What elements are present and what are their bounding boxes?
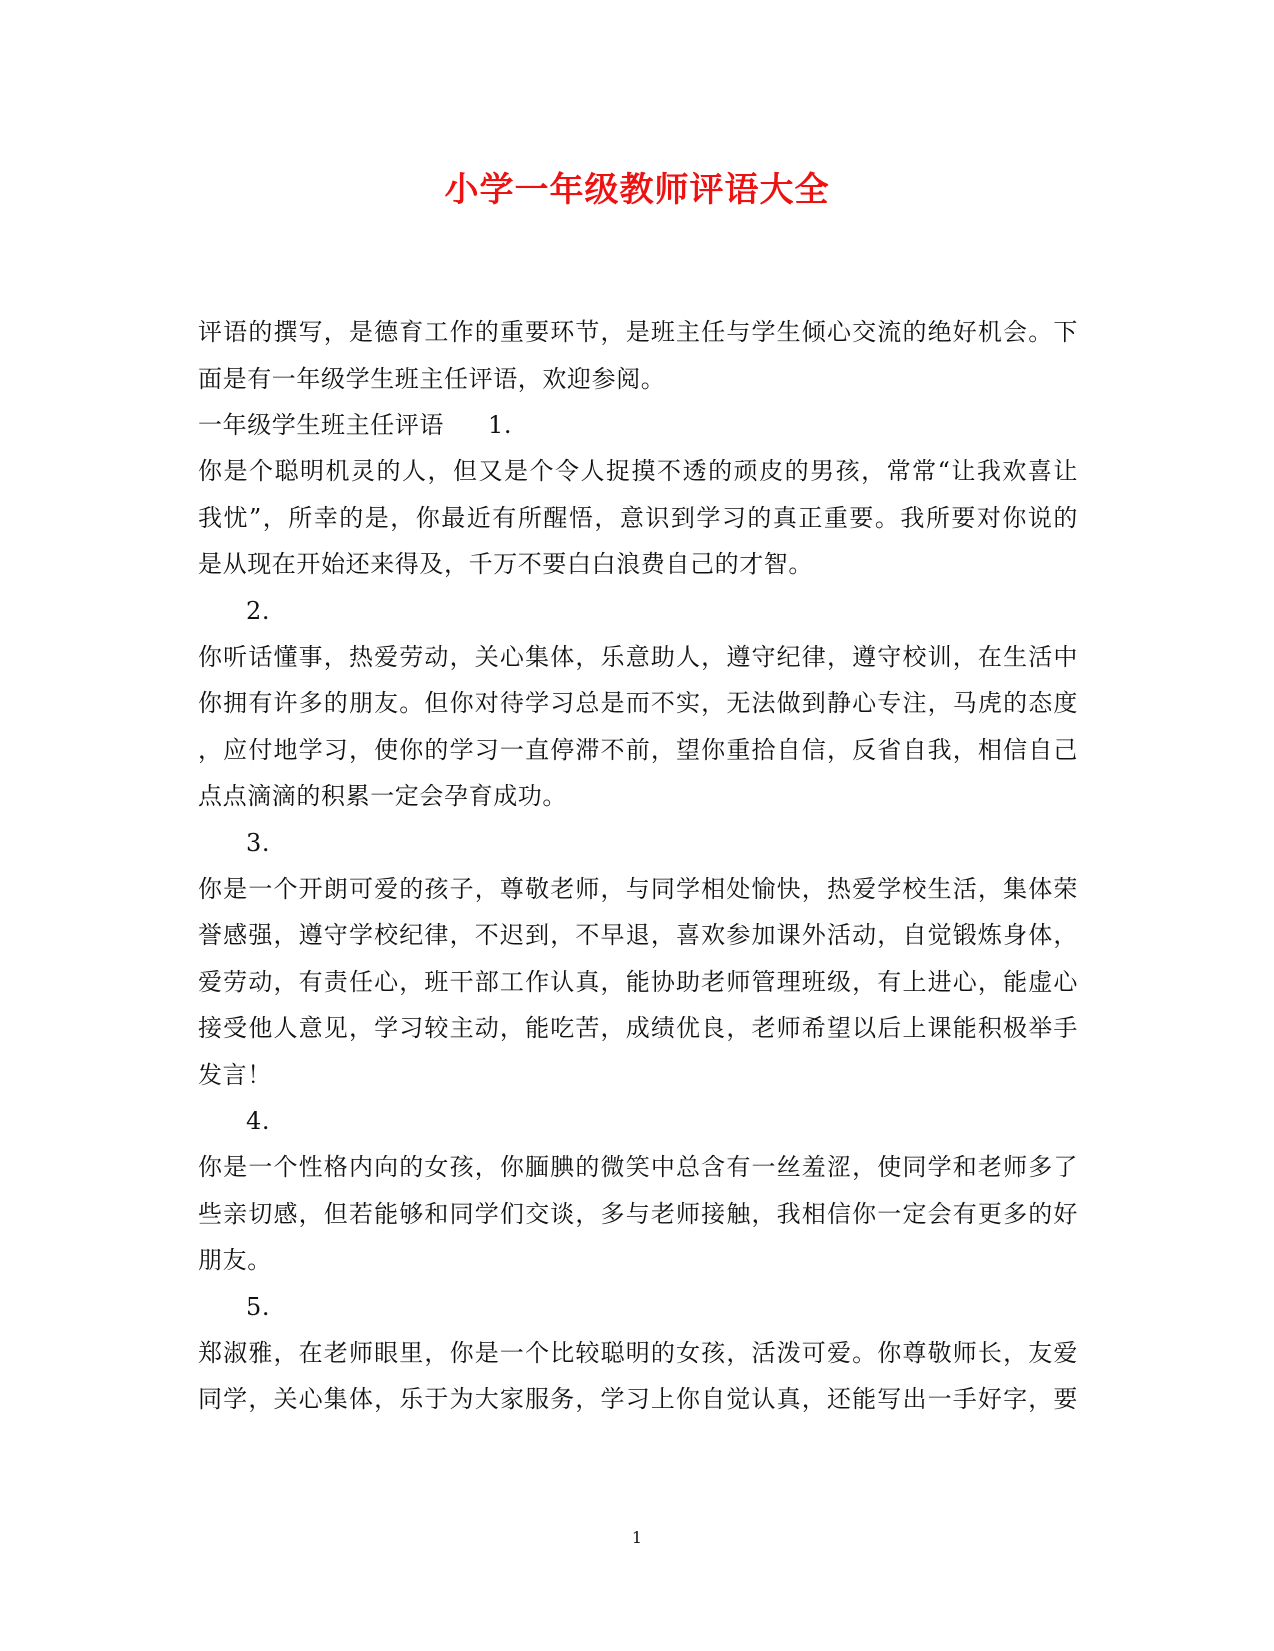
intro-line: 评语的撰写，是德育工作的重要环节，是班主任与学生倾心交流的绝好机会。下: [198, 318, 1078, 346]
comment-line: 你是一个性格内向的女孩，你腼腆的微笑中总含有一丝羞涩，使同学和老师多了: [198, 1153, 1078, 1181]
comment-line: 你是一个开朗可爱的孩子，尊敬老师，与同学相处愉快，热爱学校生活，集体荣: [198, 875, 1078, 903]
section-heading-number: 1.: [488, 411, 513, 439]
page-number: 1: [631, 1528, 643, 1547]
comment-line: 朋友。: [198, 1246, 272, 1274]
comment-line: 誉感强，遵守学校纪律，不迟到，不早退，喜欢参加课外活动，自觉锻炼身体，: [198, 921, 1078, 949]
comment-number: 4.: [246, 1107, 271, 1135]
comment-line: 点点滴滴的积累一定会孕育成功。: [198, 782, 567, 810]
comment-line: 发言！: [198, 1061, 272, 1089]
comment-line: 你听话懂事，热爱劳动，关心集体，乐意助人，遵守纪律，遵守校训，在生活中: [198, 643, 1078, 671]
comment-line: 郑淑雅，在老师眼里，你是一个比较聪明的女孩，活泼可爱。你尊敬师长，友爱: [198, 1339, 1078, 1367]
comment-line: 爱劳动，有责任心，班干部工作认真，能协助老师管理班级，有上进心，能虚心: [198, 968, 1078, 996]
section-heading-label: 一年级学生班主任评语: [198, 411, 444, 439]
comment-line: ，应付地学习，使你的学习一直停滞不前，望你重拾自信，反省自我，相信自己: [198, 736, 1078, 764]
section-heading: [198, 400, 1078, 450]
comment-line: 是从现在开始还来得及，千万不要白白浪费自己的才智。: [198, 550, 813, 578]
comment-number: 5.: [246, 1293, 271, 1321]
comment-line: 我忧”，所幸的是，你最近有所醒悟，意识到学习的真正重要。我所要对你说的: [198, 504, 1078, 532]
comment-line: 你是个聪明机灵的人，但又是个令人捉摸不透的顽皮的男孩，常常“让我欢喜让: [198, 457, 1078, 485]
comment-number: 2.: [246, 597, 271, 625]
document-title: 小学一年级教师评语大全: [444, 170, 830, 210]
intro-line: 面是有一年级学生班主任评语，欢迎参阅。: [198, 365, 666, 393]
comment-line: 同学，关心集体，乐于为大家服务，学习上你自觉认真，还能写出一手好字，要: [198, 1385, 1078, 1413]
comment-line: 你拥有许多的朋友。但你对待学习总是而不实，无法做到静心专注，马虎的态度: [198, 689, 1078, 717]
comment-number: 3.: [246, 829, 271, 857]
comment-line: 些亲切感，但若能够和同学们交谈，多与老师接触，我相信你一定会有更多的好: [198, 1200, 1078, 1228]
comment-line: 接受他人意见，学习较主动，能吃苦，成绩优良，老师希望以后上课能积极举手: [198, 1014, 1078, 1042]
